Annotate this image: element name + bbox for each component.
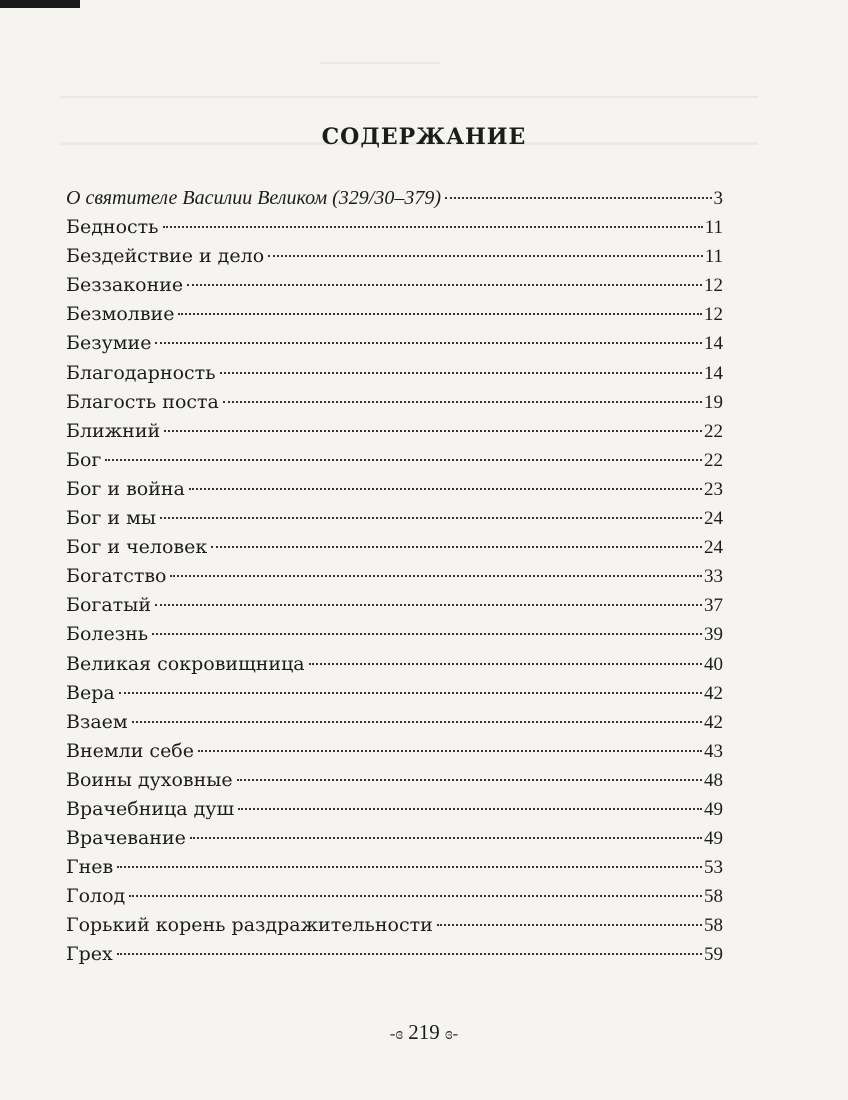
toc-entry-title: Беззаконие bbox=[66, 274, 184, 297]
toc-entry-title: Богатство bbox=[66, 565, 167, 588]
dot-leader bbox=[198, 749, 702, 752]
toc-entry bbox=[66, 562, 723, 591]
dot-leader bbox=[119, 691, 702, 694]
toc-entry-page: 58 bbox=[704, 886, 723, 908]
toc-entry-title: Великая сокровищница bbox=[66, 652, 305, 675]
toc-entry bbox=[66, 679, 723, 708]
dot-leader bbox=[268, 254, 703, 257]
toc-entry-page: 49 bbox=[704, 828, 723, 850]
dot-leader bbox=[129, 894, 702, 897]
toc-entry bbox=[66, 504, 723, 533]
toc-entry bbox=[66, 591, 723, 620]
toc-entry-title: Бог и мы bbox=[66, 507, 156, 530]
toc-entry bbox=[66, 533, 723, 562]
dot-leader bbox=[155, 603, 702, 606]
toc-entry-page: 40 bbox=[704, 653, 723, 675]
dot-leader bbox=[155, 341, 702, 344]
dot-leader bbox=[117, 865, 702, 868]
toc-entry-title: Бог и человек bbox=[66, 536, 208, 559]
toc-entry-title: Благодарность bbox=[66, 361, 216, 384]
toc-entry-title: Врачебница душ bbox=[66, 797, 235, 820]
toc-entry bbox=[66, 882, 723, 911]
dot-leader bbox=[178, 312, 702, 315]
toc-entry bbox=[66, 766, 723, 795]
toc-entry bbox=[66, 300, 723, 329]
dot-leader bbox=[164, 429, 702, 432]
toc-entry bbox=[66, 271, 723, 300]
toc-entry-title: Воины духовные bbox=[66, 768, 233, 791]
toc-entry-title: Ближний bbox=[66, 419, 161, 442]
toc-entry bbox=[66, 650, 723, 679]
toc-entry-title: Богатый bbox=[66, 594, 151, 617]
toc-entry bbox=[66, 184, 723, 213]
toc-entry-title: Взаем bbox=[66, 710, 128, 733]
toc-entry bbox=[66, 417, 723, 446]
toc-entry-title: Вера bbox=[66, 681, 115, 704]
toc-entry-page: 12 bbox=[704, 275, 723, 297]
dot-leader bbox=[437, 923, 702, 926]
toc-entry bbox=[66, 329, 723, 358]
toc-entry-page: 33 bbox=[704, 566, 723, 588]
toc-entry-page: 14 bbox=[704, 362, 723, 384]
toc-entry-title: О святителе Василии Великом (329/30–379) bbox=[66, 187, 441, 209]
toc-entry-title: Бедность bbox=[66, 216, 159, 239]
toc-entry-page: 42 bbox=[704, 682, 723, 704]
dot-leader bbox=[237, 778, 702, 781]
dot-leader bbox=[445, 196, 712, 199]
toc-entry-title: Грех bbox=[66, 943, 113, 966]
toc-entry-title: Бог и война bbox=[66, 477, 185, 500]
show-through-line bbox=[320, 62, 440, 64]
page-folio bbox=[0, 1020, 848, 1045]
toc-entry-page: 3 bbox=[713, 188, 723, 209]
dot-leader bbox=[189, 487, 702, 490]
toc-entry bbox=[66, 737, 723, 766]
toc-entry-page: 59 bbox=[704, 944, 723, 966]
toc-entry-page: 24 bbox=[704, 508, 723, 530]
toc-entry-title: Благость поста bbox=[66, 390, 219, 413]
dot-leader bbox=[309, 662, 702, 665]
toc-entry bbox=[66, 242, 723, 271]
toc-entry-title: Бездействие и дело bbox=[66, 245, 265, 268]
ornament-left-icon: -ɞ bbox=[389, 1024, 403, 1043]
dot-leader bbox=[132, 720, 702, 723]
toc-entry-page: 22 bbox=[704, 449, 723, 471]
toc-entry bbox=[66, 940, 723, 969]
toc-entry-title: Внемли себе bbox=[66, 739, 194, 762]
toc-entry-page: 19 bbox=[704, 391, 723, 413]
toc-entry-page: 53 bbox=[704, 857, 723, 879]
toc-entry-page: 22 bbox=[704, 420, 723, 442]
toc-entry-title: Безумие bbox=[66, 332, 152, 355]
toc-entry-page: 39 bbox=[704, 624, 723, 646]
top-edge-bleed bbox=[0, 0, 80, 8]
table-of-contents bbox=[66, 184, 723, 970]
toc-entry-title: Врачевание bbox=[66, 827, 186, 850]
toc-entry bbox=[66, 708, 723, 737]
toc-entry bbox=[66, 620, 723, 649]
toc-entry-page: 11 bbox=[704, 246, 723, 268]
toc-entry-page: 43 bbox=[704, 740, 723, 762]
toc-entry-page: 58 bbox=[704, 915, 723, 937]
dot-leader bbox=[160, 516, 702, 519]
toc-entry bbox=[66, 795, 723, 824]
toc-entry-title: Голод bbox=[66, 885, 126, 908]
toc-entry bbox=[66, 446, 723, 475]
dot-leader bbox=[152, 632, 702, 635]
toc-entry-title: Безмолвие bbox=[66, 303, 175, 326]
dot-leader bbox=[170, 574, 702, 577]
dot-leader bbox=[190, 836, 702, 839]
dot-leader bbox=[220, 371, 702, 374]
dot-leader bbox=[211, 545, 702, 548]
toc-entry-page: 49 bbox=[704, 798, 723, 820]
toc-entry bbox=[66, 359, 723, 388]
toc-entry-page: 24 bbox=[704, 537, 723, 559]
page-heading: СОДЕРЖАНИЕ bbox=[321, 124, 527, 150]
dot-leader bbox=[187, 283, 702, 286]
dot-leader bbox=[117, 952, 702, 955]
toc-entry-page: 14 bbox=[704, 333, 723, 355]
dot-leader bbox=[163, 225, 703, 228]
toc-entry bbox=[66, 475, 723, 504]
toc-entry bbox=[66, 853, 723, 882]
toc-entry bbox=[66, 388, 723, 417]
ornament-right-icon: ɞ- bbox=[445, 1024, 459, 1043]
page-number: 219 bbox=[408, 1020, 440, 1044]
toc-entry-title: Болезнь bbox=[66, 623, 149, 646]
dot-leader bbox=[238, 807, 702, 810]
toc-entry bbox=[66, 824, 723, 853]
dot-leader bbox=[223, 400, 702, 403]
toc-entry-page: 11 bbox=[704, 217, 723, 239]
toc-entry-title: Горький корень раздражительности bbox=[66, 914, 433, 937]
toc-entry-title: Бог bbox=[66, 448, 102, 471]
toc-entry-page: 37 bbox=[704, 595, 723, 617]
toc-entry-page: 48 bbox=[704, 769, 723, 791]
toc-entry-page: 12 bbox=[704, 304, 723, 326]
toc-entry bbox=[66, 911, 723, 940]
toc-entry-page: 23 bbox=[704, 478, 723, 500]
toc-entry bbox=[66, 213, 723, 242]
dot-leader bbox=[105, 458, 702, 461]
toc-entry-title: Гнев bbox=[66, 856, 114, 879]
show-through-line bbox=[60, 96, 758, 98]
toc-entry-page: 42 bbox=[704, 711, 723, 733]
